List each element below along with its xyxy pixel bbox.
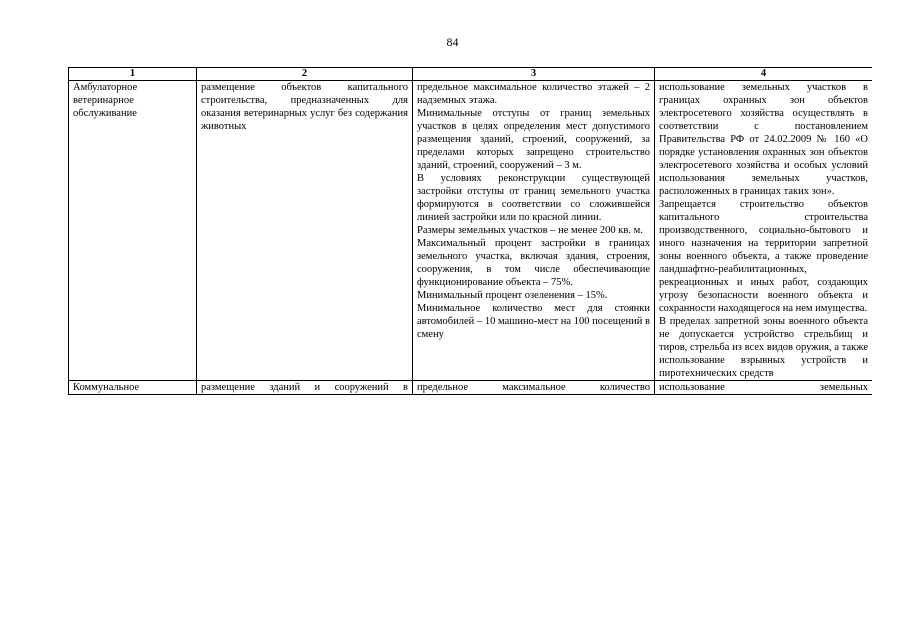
- column-header-1: 1: [69, 68, 197, 81]
- zoning-regulations-table: [68, 67, 872, 395]
- restriction-paragraph: В пределах запретной зоны военного объекта не допускается устройство стрельбищ и тиров, стрельба из всех видов оружия, а также использование взрывных устройств и пиротехнических средств: [659, 316, 868, 379]
- page-number: 84: [446, 35, 459, 49]
- restrictions-cell: использование земельных: [655, 381, 873, 395]
- column-header-3: 3: [413, 68, 655, 81]
- parameter-paragraph: Минимальное количество мест для стоянки автомобилей – 10 машино-мест на 100 посещений в смену: [417, 303, 650, 340]
- parameters-cell: предельное максимальное количество: [413, 381, 655, 395]
- land-use-description-cell: размещение объектов капитального строительства, предназначенных для оказания ветеринарных услуг без содержания животных: [197, 81, 413, 381]
- parameter-paragraph: предельное максимальное количество этажей – 2 надземных этажа.: [417, 82, 650, 106]
- land-use-type-cell: Амбулаторное ветеринарное обслуживание: [69, 81, 197, 381]
- restriction-paragraph: Запрещается строительство объектов капитального строительства производственного, социально-бытового и иного назначения на территории запретной зоны военного объекта, а также проведение ландшафтно-реабилитационных,: [659, 199, 868, 275]
- restriction-paragraph: использование земельных участков в границах охранных зон объектов электросетевого хозяйства осуществлять в соответствии с постановлением Правительства РФ от 24.02.2009 № 160 «О порядке установления охранных зон объектов электросетевого хозяйства и особых условий использования земельных участков, расположенных в границах таких зон».: [659, 82, 868, 197]
- column-header-2: 2: [197, 68, 413, 81]
- parameter-paragraph: Минимальный процент озеленения – 15%.: [417, 290, 608, 301]
- restrictions-cell: [655, 81, 873, 381]
- zoning-table-container: [68, 67, 872, 577]
- restriction-paragraph: рекреационных и иных работ, создающих угрозу безопасности военного объекта и сохранности находящегося на нем имущества.: [659, 277, 868, 314]
- parameter-paragraph: В условиях реконструкции существующей застройки отступы от границ земельного участка формируются в соответствии со сложившейся линией застройки или по красной линии.: [417, 173, 650, 223]
- parameter-paragraph: Размеры земельных участков – не менее 200 кв. м.: [417, 225, 643, 236]
- parameters-cell: [413, 81, 655, 381]
- table-row: [69, 381, 873, 395]
- parameter-paragraph: Максимальный процент застройки в границах земельного участка, включая здания, строения, сооружения, в том числе обеспечивающие функционирование объекта – 75%.: [417, 238, 650, 288]
- parameter-paragraph: Минимальные отступы от границ земельных участков в целях определения мест допустимого размещения зданий, строений, сооружений, за пределами которых запрещено строительство зданий, строений, сооружений – 3 м.: [417, 108, 650, 171]
- land-use-type-cell: Коммунальное: [69, 381, 197, 395]
- land-use-description-cell: размещение зданий и сооружений в: [197, 381, 413, 395]
- table-row: [69, 81, 873, 381]
- column-header-4: 4: [655, 68, 873, 81]
- table-header-row: [69, 68, 873, 81]
